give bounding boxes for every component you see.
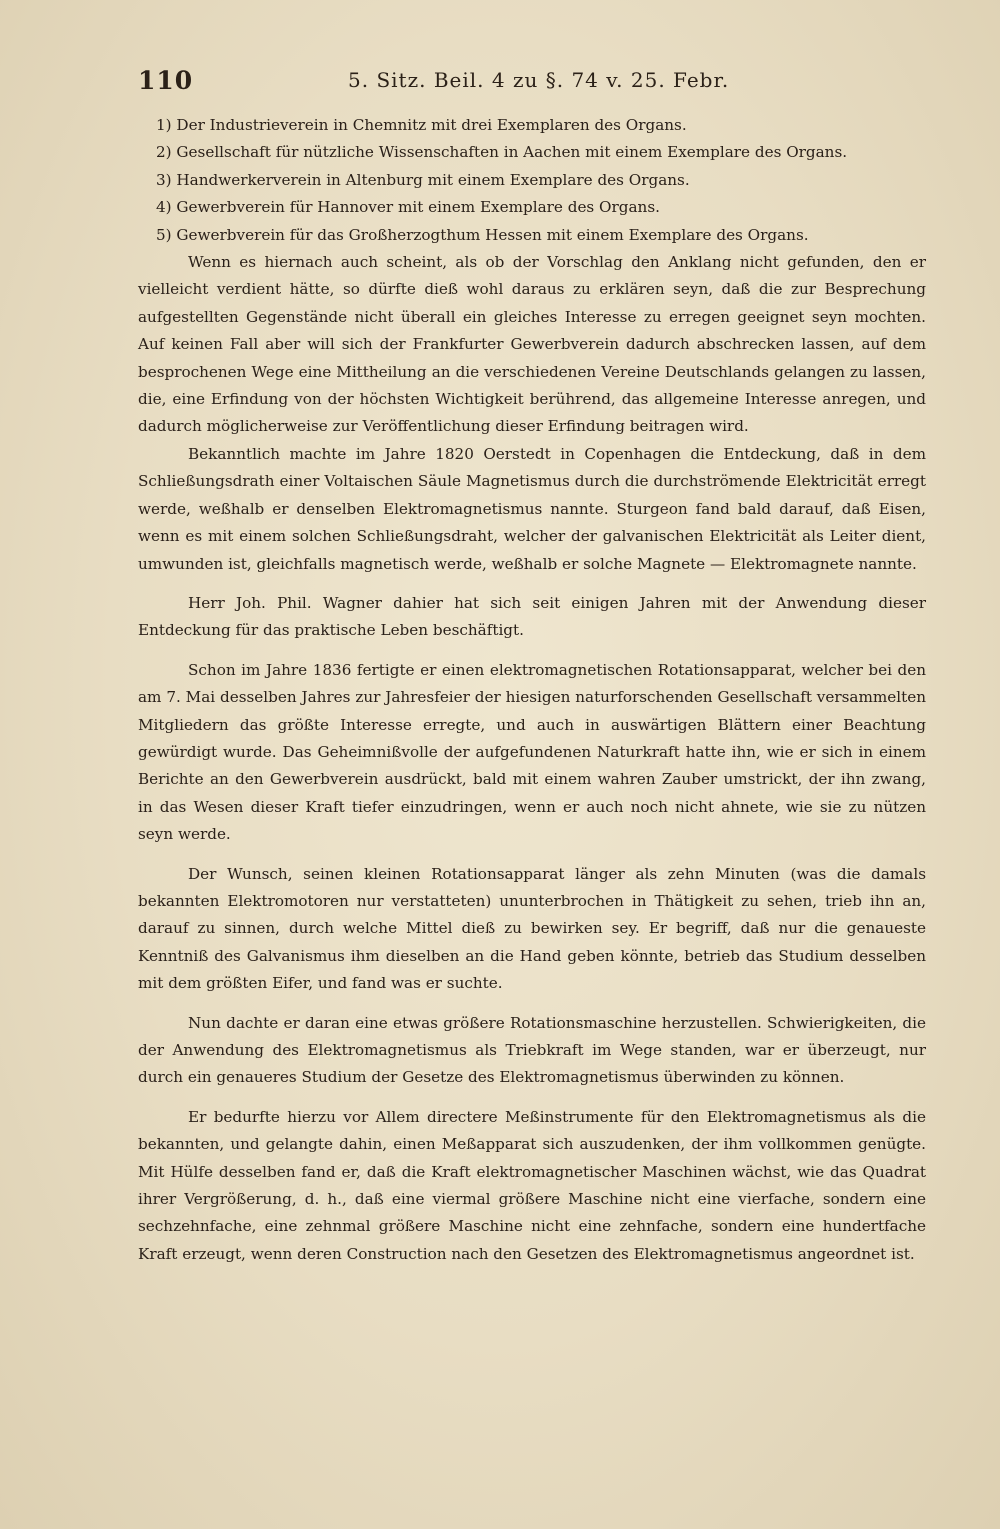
list-item: 1) Der Industrieverein in Chemnitz mit drei Exemplaren des Organs. <box>156 116 687 134</box>
paragraph: Herr Joh. Phil. Wagner dahier hat sich seit einigen Jahren mit der Anwendung dieser Entdeckung für das praktische Leben beschäftigt. <box>138 593 926 640</box>
paragraph: Bekanntlich machte im Jahre 1820 Oerstedt in Copenhagen die Entdeckung, daß in dem Schließungsdrath einer Voltaischen Säule Magnetismus durch die durchströmende Elektricität erregt werde, weßhalb er denselben Elektromagnetismus nannte. Sturgeon fand bald darauf, daß Eisen, wenn es mit einem solchen Schließungsdraht, welcher der galvanischen Elektricität als Leiter dient, umwunden ist, gleichfalls magnetisch werde, weßhalb er solche Magnete — Elektromagnete nannte. <box>138 444 926 573</box>
list-item: 5) Gewerbverein für das Großherzogthum Hessen mit einem Exemplare des Organs. <box>156 225 809 244</box>
page-number: 110 <box>138 66 194 95</box>
paragraph: Schon im Jahre 1836 fertigte er einen elektromagnetischen Rotationsapparat, welcher bei den am 7. Mai desselben Jahres zur Jahresfeier der hiesigen naturforschenden Gesellschaft versammelten Mitgliedern das größte Interesse erregte, und auch in auswärtigen Blättern einer Beachtung gewürdigt wurde. Das Geheimnißvolle der aufgefundenen Naturkraft hatte ihn, wie er sich in einem Berichte an den Gewerbverein ausdrückt, bald mit einem wahren Zauber umstrickt, der ihn zwang, in das Wesen dieser Kraft tiefer einzudringen, wenn er auch noch nicht ahnete, wie sie zu nützen seyn werde. <box>138 660 926 844</box>
paragraph: Er bedurfte hierzu vor Allem directere Meßinstrumente für den Elektromagnetismus als die bekannten, und gelangte dahin, einen Meßapparat sich auszudenken, der ihm vollkommen genügte. Mit Hülfe desselben fand er, daß die Kraft elektromagnetischer Maschinen wächst, wie das Quadrat ihrer Vergrößerung, d. h., daß eine viermal größere Maschine nicht eine vierfache, sondern eine sechzehnfache, eine zehnmal größere Maschine nicht eine zehnfache, sondern eine hundertfache Kraft erzeugt, wenn deren Construction nach den Gesetzen des Elektromagnetismus angeordnet ist. <box>138 1107 926 1263</box>
body-text <box>138 112 926 1268</box>
list-item: 2) Gesellschaft für nützliche Wissenschaften in Aachen mit einem Exemplare des Organs. <box>156 143 848 162</box>
running-head: 5. Sitz. Beil. 4 zu §. 74 v. 25. Febr. <box>348 68 730 92</box>
paragraph: Der Wunsch, seinen kleinen Rotationsapparat länger als zehn Minuten (was die damals bekannten Elektromotoren nur verstatteten) ununterbrochen in Thätigkeit zu sehen, trieb ihn an, darauf zu sinnen, durch welche Mittel dieß zu bewirken sey. Er begriff, daß nur die genaueste Kenntniß des Galvanismus ihm dieselben an die Hand geben könnte, betrieb das Studium desselben mit dem größten Eifer, und fand was er suchte. <box>138 864 926 993</box>
organ-recipient-list <box>138 112 926 249</box>
paragraph: Wenn es hiernach auch scheint, als ob der Vorschlag den Anklang nicht gefunden, den er vielleicht verdient hätte, so dürfte dieß wohl daraus zu erklären seyn, daß die zur Besprechung aufgestellten Gegenstände nicht überall ein gleiches Interesse zu erregen geeignet seyn mochten. Auf keinen Fall aber will sich der Frankfurter Gewerbverein dadurch abschrecken lassen, auf dem besprochenen Wege eine Mittheilung an die verschiedenen Vereine Deutschlands gelangen zu lassen, die, eine Erfindung von der höchsten Wichtigkeit berührend, das allgemeine Interesse anregen, und dadurch möglicherweise zur Veröffentlichung dieser Erfindung beitragen wird. <box>138 253 926 436</box>
list-item: 4) Gewerbverein für Hannover mit einem Exemplare des Organs. <box>156 198 660 217</box>
list-item: 3) Handwerkerverein in Altenburg mit einem Exemplare des Organs. <box>156 170 690 189</box>
paragraph: Nun dachte er daran eine etwas größere Rotationsmaschine herzustellen. Schwierigkeiten, die der Anwendung des Elektromagnetismus als Triebkraft im Wege standen, war er überzeugt, nur durch ein genaueres Studium der Gesetze des Elektromagnetismus überwinden zu können. <box>138 1013 926 1087</box>
page-header <box>138 66 924 100</box>
